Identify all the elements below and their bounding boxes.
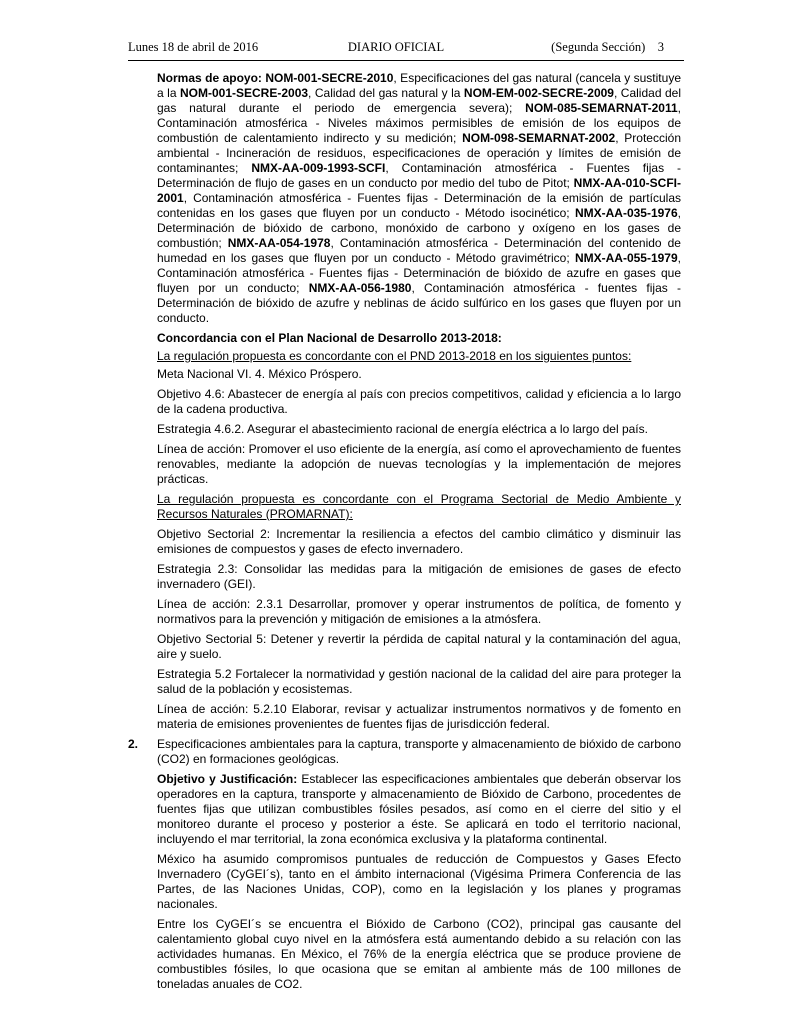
normas-de-apoyo-paragraph [157,71,681,326]
norma-code: NMX-AA-054-1978 [227,236,331,250]
item-2-mexico-compromisos: México ha asumido compromisos puntuales de reducción de Compuestos y Gases Efecto Invernadero (CyGEI´s), tanto en el ámbito internacional (Vigésima Primera Conferencia de las Partes, de las Naciones Unidas, COP), como en la legislación y los planes y programas nacionales. [157,852,681,911]
header-publication: DIARIO OFICIAL [347,40,445,54]
norma-code: NOM-098-SEMARNAT-2002 [462,131,616,145]
objetivo-sectorial-2: Objetivo Sectorial 2: Incrementar la resiliencia a efectos del cambio climático y disminuir las emisiones de compuestos y gases de efecto invernadero. [157,527,681,556]
norma-code: NOM-EM-002-SECRE-2009 [463,86,614,100]
header-section: (Segunda Sección) [551,40,646,54]
objetivo-justificacion-label: Objetivo y Justificación: [157,772,298,786]
norma-description: , Contaminación atmosférica - Niveles máximos permisibles de emisión de los equipos de combustión de calentamiento indirecto y su medición; [157,101,681,145]
norma-description: , Calidad del gas natural y la [308,86,464,100]
objetivo-justificacion-text: Establecer las especificaciones ambientales que deberán observar los operadores en la captura, transporte y almacenamiento de Bióxido de Carbono, procedentes de fuentes fijas que utilizan combustibles fósiles pesados, así como en el cierre del sitio y el monitoreo durante el proceso y posterior a éste. Se aplicará en todo el territorio nacional, incluyendo el mar territorial, la zona económica exclusiva y la plataforma continental. [157,772,681,846]
item-2 [128,737,681,992]
norma-code: NOM-001-SECRE-2010 [265,71,394,85]
linea-accion-5-2-10: Línea de acción: 5.2.10 Elaborar, revisar y actualizar instrumentos normativos y de fomento en materia de emisiones provenientes de fuentes fijas de jurisdicción federal. [157,702,681,731]
norma-code: NMX-AA-055-1979 [574,251,678,265]
norma-code: NOM-001-SECRE-2003 [180,86,309,100]
header-date: Lunes 18 de abril de 2016 [128,40,259,54]
header-section-page [551,40,664,55]
estrategia-4-6-2: Estrategia 4.6.2. Asegurar el abastecimiento racional de energía eléctrica a lo largo del país. [157,422,648,436]
norma-description: , Contaminación atmosférica - Fuentes fijas - Determinación de bióxido de azufre en gases que fluyen por un conducto; [157,251,681,295]
promarnat-intro: La regulación propuesta es concordante con el Programa Sectorial de Medio Ambiente y Recursos Naturales (PROMARNAT): [157,492,681,521]
objetivo-sectorial-5: Objetivo Sectorial 5: Detener y revertir la pérdida de capital natural y la contaminación del agua, aire y suelo. [157,632,681,661]
estrategia-2-3: Estrategia 2.3: Consolidar las medidas para la mitigación de emisiones de gases de efecto invernadero (GEI). [157,562,681,591]
norma-code: NOM-085-SEMARNAT-2011 [525,101,678,115]
linea-accion-energia: Línea de acción: Promover el uso eficiente de la energía, así como el aprovechamiento de fuentes renovables, mediante la adopción de nuevas tecnologías y la implementación de mejores prácticas. [157,442,681,486]
page-header [128,40,664,58]
norma-description: , Contaminación atmosférica - Fuentes fijas - Determinación de la emisión de partículas contenidas en los gases que fluyen por un conducto - Método isocinético; [157,191,681,220]
item-2-cygei-co2: Entre los CyGEI´s se encuentra el Bióxido de Carbono (CO2), principal gas causante del calentamiento global cuyo nivel en la atmósfera está aumentando debido a su relación con las actividades humanas. En México, el 76% de la energía eléctrica que se produce proviene de combustibles fósiles, lo que ocasiona que se emitan al ambiente más de 100 millones de toneladas anuales de CO2. [157,917,681,991]
norma-description: , Contaminación atmosférica - fuentes fijas - Determinación de bióxido de azufre y neblinas de ácido sulfúrico en los gases que fluyen por un conducto. [157,281,681,325]
norma-code: NMX-AA-035-1976 [574,206,678,220]
norma-code: NMX-AA-056-1980 [308,281,412,295]
norma-code: NMX-AA-010-SCFI-2001 [157,176,681,205]
norma-description: , Protección ambiental - Incineración de residuos, especificaciones de operación y límites de emisión de contaminantes; [157,131,681,175]
document-body [128,71,681,997]
item-2-number: 2. [128,737,139,751]
estrategia-5-2: Estrategia 5.2 Fortalecer la normatividad y gestión nacional de la calidad del aire para proteger la salud de la población y ecosistemas. [157,667,681,696]
pnd-intro: La regulación propuesta es concordante con el PND 2013-2018 en los siguientes puntos: [157,349,632,363]
norma-code: NMX-AA-009-1993-SCFI [251,161,386,175]
header-page-number: 3 [657,40,664,54]
norma-description: , Contaminación atmosférica - Determinación del contenido de humedad en los gases que fluyen por un conducto - Método gravimétrico; [157,236,681,265]
meta-nacional: Meta Nacional VI. 4. México Próspero. [157,367,362,381]
item-2-objetivo [157,772,681,847]
norma-description: , Calidad del gas natural durante el periodo de emergencia severa); [157,86,681,115]
norma-description: , Determinación de bióxido de carbono, monóxido de carbono y oxígeno en los gases de combustión; [157,206,681,250]
normas-label: Normas de apoyo: [157,71,266,85]
item-2-title: Especificaciones ambientales para la captura, transporte y almacenamiento de bióxido de carbono (CO2) en formaciones geológicas. [157,737,681,766]
norma-description: , Especificaciones del gas natural (cancela y sustituye a la [157,71,681,100]
norma-description: , Contaminación atmosférica - Fuentes fijas - Determinación de flujo de gases en un conducto por medio del tubo de Pitot; [157,161,681,190]
concordancia-heading: Concordancia con el Plan Nacional de Desarrollo 2013-2018: [157,331,502,345]
header-rule [128,60,684,61]
linea-accion-2-3-1: Línea de acción: 2.3.1 Desarrollar, promover y operar instrumentos de política, de fomento y normativos para la prevención y mitigación de emisiones a la atmósfera. [157,597,681,626]
objetivo-4-6: Objetivo 4.6: Abastecer de energía al país con precios competitivos, calidad y eficiencia a lo largo de la cadena productiva. [157,387,681,416]
